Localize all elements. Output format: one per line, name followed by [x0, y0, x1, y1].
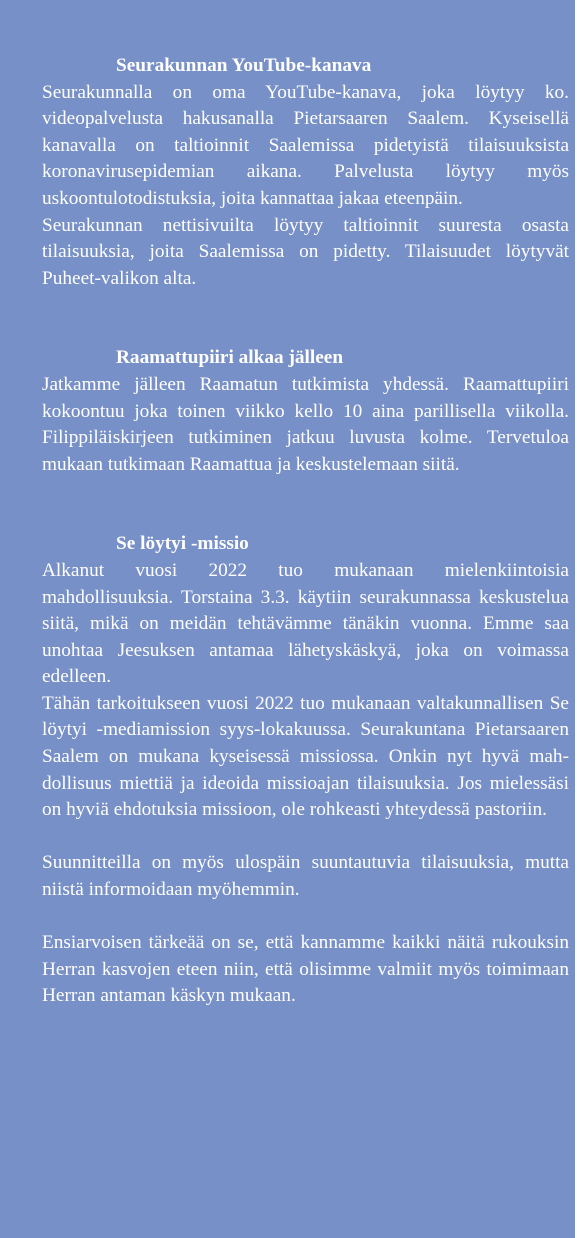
paragraph-spacer — [42, 904, 569, 931]
section-paragraph: Ensiarvoisen tärkeää on se, että kannamme kaikki näitä rukouksin Herran kasvojen eteen niin, että olisimme valmiit myös toimimaan Herran antaman käskyn mukaan. — [42, 932, 569, 1007]
section-paragraph: Jatkamme jälleen Raamatun tutkimista yhdessä. Raamattupiiri kokoontuu joka toinen viikko kello 10 aina parillisella viikolla. Filippiläiskirjeen tutkiminen jatkuu luvusta kolme. Tervetuloa mukaan tutkimaan Raamattua ja keskustelemaan siitä. — [42, 373, 569, 475]
section-heading: Raamattupiiri alkaa jälleen — [116, 347, 344, 369]
newsletter-content — [42, 53, 569, 1010]
section-spacer — [42, 292, 569, 345]
section-paragraph: Tähän tarkoitukseen vuosi 2022 tuo mukanaan valtakunnallisen Se löytyi -mediamission syys-lokakuussa. Seurakuntana Pietarsaaren Saalem on mukana kyseisessä missiossa. Onkin nyt hyvä mahdollisuus miettiä ja ideoida missioajan tilaisuuksia. Jos mielessäsi on hyviä ehdotuksia missioon, ole rohkeasti yhteydessä pastoriin. — [42, 692, 569, 821]
section-paragraph: Seurakunnan nettisivuilta löytyy taltioinnit suuresta osasta tilaisuuksia, joita Saalemissa on pidetty. Tilaisuudet löytyvät Puheet-valikon alta. — [42, 214, 569, 289]
section-mission — [42, 531, 569, 1010]
section-spacer — [42, 478, 569, 531]
paragraph-spacer — [42, 824, 569, 851]
section-heading: Se löytyi -missio — [116, 533, 249, 555]
section-paragraph: Suunnitteilla on myös ulospäin suuntautuvia tilaisuuksia, mutta niistä informoidaan myöhemmin. — [42, 852, 569, 901]
section-paragraph: Seurakunnalla on oma YouTube-kanava, joka löytyy ko. videopalvelusta hakusanalla Pietarsaaren Saalem. Kyseisellä kanavalla on taltioinnit Saalemissa pidetyistä tilaisuuksista koronavirusepidemian aikana. Palvelusta löytyy myös uskoontulotodistuksia, joita kannattaa jakaa eteenpäin. — [42, 81, 569, 209]
section-bible-study — [42, 345, 569, 478]
section-paragraph: Alkanut vuosi 2022 tuo mukanaan mielenkiintoisia mahdollisuuksia. Torstaina 3.3. käytiin seurakunnassa keskustelua siitä, mikä on meidän tehtävämme tänäkin vuonna. Emme saa unohtaa Jeesuksen antamaa lähetyskäskyä, joka on voimassa edelleen. — [42, 559, 569, 688]
section-heading: Seurakunnan YouTube-kanava — [116, 55, 372, 76]
section-youtube-channel — [42, 53, 569, 292]
